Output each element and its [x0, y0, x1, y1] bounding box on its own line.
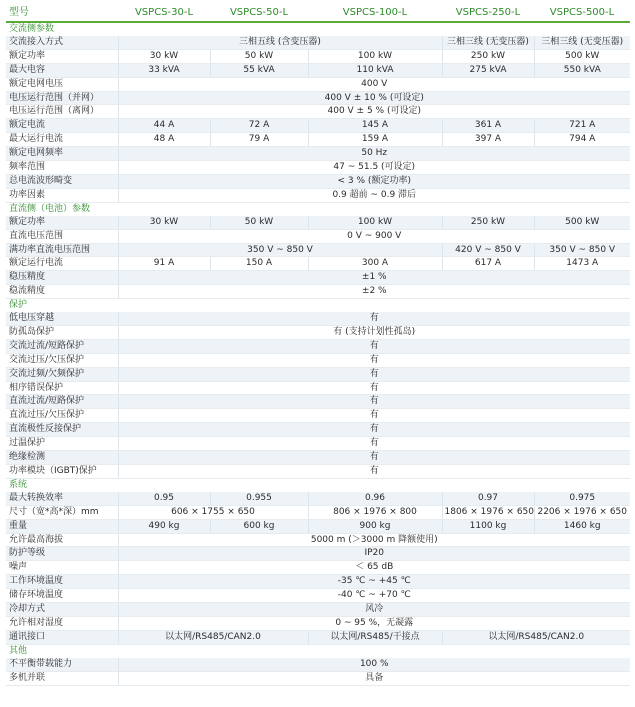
spec-value: 2206 × 1976 × 650 — [534, 505, 630, 519]
spec-table-body — [6, 4, 630, 685]
spec-row — [6, 603, 630, 617]
spec-value: 100 kW — [308, 49, 442, 63]
spec-value: 100 % — [118, 658, 630, 671]
spec-label: 允许相对湿度 — [6, 616, 118, 630]
spec-row — [6, 575, 630, 589]
spec-value: 风冷 — [118, 603, 630, 617]
spec-value: 1460 kg — [534, 519, 630, 533]
spec-row — [6, 49, 630, 63]
spec-value: 以太网/RS485/干接点 — [308, 630, 442, 644]
spec-label: 电压运行范围（并网） — [6, 91, 118, 105]
section-header-row — [6, 478, 630, 491]
spec-value: 1473 A — [534, 257, 630, 271]
section-title: 交流侧参数 — [6, 22, 630, 36]
spec-value: 250 kW — [442, 216, 534, 229]
spec-label: 稳流精度 — [6, 285, 118, 299]
spec-row — [6, 630, 630, 644]
spec-value: 0.95 — [118, 492, 210, 505]
header-model: VSPCS-30-L — [118, 4, 210, 22]
spec-label: 额定电网频率 — [6, 147, 118, 161]
header-label: 型号 — [6, 4, 118, 22]
spec-row — [6, 36, 630, 49]
section-header-row — [6, 202, 630, 215]
spec-row — [6, 381, 630, 395]
spec-row — [6, 547, 630, 561]
spec-value: 606 × 1755 × 650 — [118, 505, 308, 519]
spec-value: < 3 % (额定功率) — [118, 174, 630, 188]
spec-label: 相序错误保护 — [6, 381, 118, 395]
spec-value: 三相三线 (无变压器) — [534, 36, 630, 49]
spec-value: 79 A — [210, 133, 308, 147]
spec-sheet — [6, 4, 630, 686]
spec-label: 额定电流 — [6, 119, 118, 133]
spec-row — [6, 589, 630, 603]
spec-label: 绝缘检测 — [6, 451, 118, 465]
spec-row — [6, 243, 630, 257]
spec-row — [6, 161, 630, 175]
spec-value: 以太网/RS485/CAN2.0 — [118, 630, 308, 644]
spec-value: 400 V — [118, 77, 630, 91]
spec-row — [6, 63, 630, 77]
spec-label: 防护等级 — [6, 547, 118, 561]
spec-value: 350 V ~ 850 V — [534, 243, 630, 257]
spec-label: 最大电容 — [6, 63, 118, 77]
spec-row — [6, 339, 630, 353]
spec-value: 48 A — [118, 133, 210, 147]
spec-value: 30 kW — [118, 216, 210, 229]
spec-value: 50 kW — [210, 49, 308, 63]
spec-row — [6, 133, 630, 147]
spec-value: 0 ~ 95 %，无凝露 — [118, 616, 630, 630]
spec-value: 0 V ~ 900 V — [118, 229, 630, 243]
spec-value: 有 — [118, 367, 630, 381]
spec-label: 通讯接口 — [6, 630, 118, 644]
spec-value: 有 — [118, 312, 630, 325]
spec-value: 0.975 — [534, 492, 630, 505]
spec-value: 500 kW — [534, 49, 630, 63]
spec-row — [6, 174, 630, 188]
spec-value: 400 V ± 10 % (可设定) — [118, 91, 630, 105]
spec-row — [6, 533, 630, 547]
spec-label: 过温保护 — [6, 437, 118, 451]
spec-value: 150 A — [210, 257, 308, 271]
spec-value: 275 kVA — [442, 63, 534, 77]
spec-label: 额定功率 — [6, 216, 118, 229]
spec-value: 300 A — [308, 257, 442, 271]
spec-label: 最大运行电流 — [6, 133, 118, 147]
spec-value: 794 A — [534, 133, 630, 147]
spec-value: 72 A — [210, 119, 308, 133]
spec-row — [6, 216, 630, 229]
spec-label: 噪声 — [6, 561, 118, 575]
spec-row — [6, 229, 630, 243]
spec-label: 交流接入方式 — [6, 36, 118, 49]
spec-value: 600 kg — [210, 519, 308, 533]
spec-row — [6, 505, 630, 519]
section-title: 直流侧（电池）参数 — [6, 202, 630, 215]
spec-row — [6, 492, 630, 505]
spec-row — [6, 451, 630, 465]
spec-label: 直流电压范围 — [6, 229, 118, 243]
spec-row — [6, 519, 630, 533]
spec-value: 0.97 — [442, 492, 534, 505]
spec-label: 尺寸（宽*高*深）mm — [6, 505, 118, 519]
spec-value: 有 — [118, 465, 630, 479]
section-header-row — [6, 22, 630, 36]
spec-value: 159 A — [308, 133, 442, 147]
spec-label: 不平衡带载能力 — [6, 658, 118, 671]
spec-value: 有 — [118, 395, 630, 409]
spec-table — [6, 4, 630, 686]
spec-label: 额定功率 — [6, 49, 118, 63]
spec-value: 三相三线 (无变压器) — [442, 36, 534, 49]
spec-label: 电压运行范围（离网） — [6, 105, 118, 119]
spec-value: 有 — [118, 451, 630, 465]
spec-value: 50 Hz — [118, 147, 630, 161]
spec-value: 100 kW — [308, 216, 442, 229]
section-title: 系统 — [6, 478, 630, 491]
spec-value: 以太网/RS485/CAN2.0 — [442, 630, 630, 644]
spec-value: 有 — [118, 423, 630, 437]
spec-row — [6, 353, 630, 367]
section-title: 保护 — [6, 299, 630, 312]
spec-value: 1100 kg — [442, 519, 534, 533]
spec-value: 490 kg — [118, 519, 210, 533]
spec-row — [6, 395, 630, 409]
spec-label: 工作环境温度 — [6, 575, 118, 589]
spec-row — [6, 437, 630, 451]
header-model: VSPCS-500-L — [534, 4, 630, 22]
spec-value: 0.96 — [308, 492, 442, 505]
spec-label: 功率模块（IGBT)保护 — [6, 465, 118, 479]
spec-label: 交流过频/欠频保护 — [6, 367, 118, 381]
spec-value: 500 kW — [534, 216, 630, 229]
spec-row — [6, 285, 630, 299]
spec-row — [6, 105, 630, 119]
spec-label: 防孤岛保护 — [6, 325, 118, 339]
spec-value: 有 — [118, 339, 630, 353]
spec-label: 直流过压/欠压保护 — [6, 409, 118, 423]
spec-label: 额定运行电流 — [6, 257, 118, 271]
spec-value: 806 × 1976 × 800 — [308, 505, 442, 519]
spec-value: 361 A — [442, 119, 534, 133]
spec-value: 具备 — [118, 671, 630, 685]
spec-label: 频率范围 — [6, 161, 118, 175]
spec-value: 1806 × 1976 × 650 — [442, 505, 534, 519]
spec-value: 有 — [118, 353, 630, 367]
spec-row — [6, 77, 630, 91]
spec-value: 47 ~ 51.5 (可设定) — [118, 161, 630, 175]
header-row — [6, 4, 630, 22]
spec-row — [6, 423, 630, 437]
spec-value: 91 A — [118, 257, 210, 271]
spec-value: 有 — [118, 437, 630, 451]
spec-label: 稳压精度 — [6, 271, 118, 285]
spec-label: 交流过压/欠压保护 — [6, 353, 118, 367]
spec-value: 400 V ± 5 % (可设定) — [118, 105, 630, 119]
section-header-row — [6, 644, 630, 657]
spec-value: 三相五线 (含变压器) — [118, 36, 442, 49]
spec-value: 30 kW — [118, 49, 210, 63]
spec-label: 多机并联 — [6, 671, 118, 685]
spec-label: 低电压穿越 — [6, 312, 118, 325]
spec-label: 满功率直流电压范围 — [6, 243, 118, 257]
spec-row — [6, 616, 630, 630]
spec-value: 5000 m (＞3000 m 降额使用) — [118, 533, 630, 547]
spec-value: 397 A — [442, 133, 534, 147]
spec-row — [6, 188, 630, 202]
spec-value: 250 kW — [442, 49, 534, 63]
spec-label: 冷却方式 — [6, 603, 118, 617]
header-model: VSPCS-100-L — [308, 4, 442, 22]
spec-label: 额定电网电压 — [6, 77, 118, 91]
spec-value: 50 kW — [210, 216, 308, 229]
spec-row — [6, 658, 630, 671]
spec-label: 储存环境温度 — [6, 589, 118, 603]
spec-value: 44 A — [118, 119, 210, 133]
spec-label: 最大转换效率 — [6, 492, 118, 505]
spec-value: 350 V ~ 850 V — [118, 243, 442, 257]
spec-value: 617 A — [442, 257, 534, 271]
spec-value: 420 V ~ 850 V — [442, 243, 534, 257]
spec-value: -40 ℃ ~ +70 ℃ — [118, 589, 630, 603]
spec-value: 721 A — [534, 119, 630, 133]
spec-row — [6, 147, 630, 161]
spec-value: ＜ 65 dB — [118, 561, 630, 575]
spec-value: 900 kg — [308, 519, 442, 533]
spec-row — [6, 671, 630, 685]
section-title: 其他 — [6, 644, 630, 657]
section-header-row — [6, 299, 630, 312]
spec-value: 0.955 — [210, 492, 308, 505]
spec-label: 功率因素 — [6, 188, 118, 202]
spec-row — [6, 119, 630, 133]
spec-label: 直流极性反接保护 — [6, 423, 118, 437]
spec-value: ±2 % — [118, 285, 630, 299]
spec-value: 有 — [118, 409, 630, 423]
spec-value: 145 A — [308, 119, 442, 133]
spec-value: -35 ℃ ~ +45 ℃ — [118, 575, 630, 589]
spec-value: 55 kVA — [210, 63, 308, 77]
spec-row — [6, 367, 630, 381]
spec-label: 总电流波形畸变 — [6, 174, 118, 188]
spec-row — [6, 561, 630, 575]
spec-value: 33 kVA — [118, 63, 210, 77]
spec-value: 110 kVA — [308, 63, 442, 77]
spec-row — [6, 91, 630, 105]
spec-value: IP20 — [118, 547, 630, 561]
spec-row — [6, 325, 630, 339]
spec-value: 有 (支持计划性孤岛) — [118, 325, 630, 339]
spec-label: 允许最高海拔 — [6, 533, 118, 547]
spec-row — [6, 465, 630, 479]
spec-row — [6, 409, 630, 423]
header-model: VSPCS-50-L — [210, 4, 308, 22]
spec-label: 重量 — [6, 519, 118, 533]
spec-row — [6, 271, 630, 285]
spec-label: 交流过流/短路保护 — [6, 339, 118, 353]
spec-value: 550 kVA — [534, 63, 630, 77]
header-model: VSPCS-250-L — [442, 4, 534, 22]
spec-value: ±1 % — [118, 271, 630, 285]
spec-label: 直流过流/短路保护 — [6, 395, 118, 409]
spec-row — [6, 312, 630, 325]
spec-row — [6, 257, 630, 271]
spec-value: 0.9 超前 ~ 0.9 滞后 — [118, 188, 630, 202]
spec-value: 有 — [118, 381, 630, 395]
